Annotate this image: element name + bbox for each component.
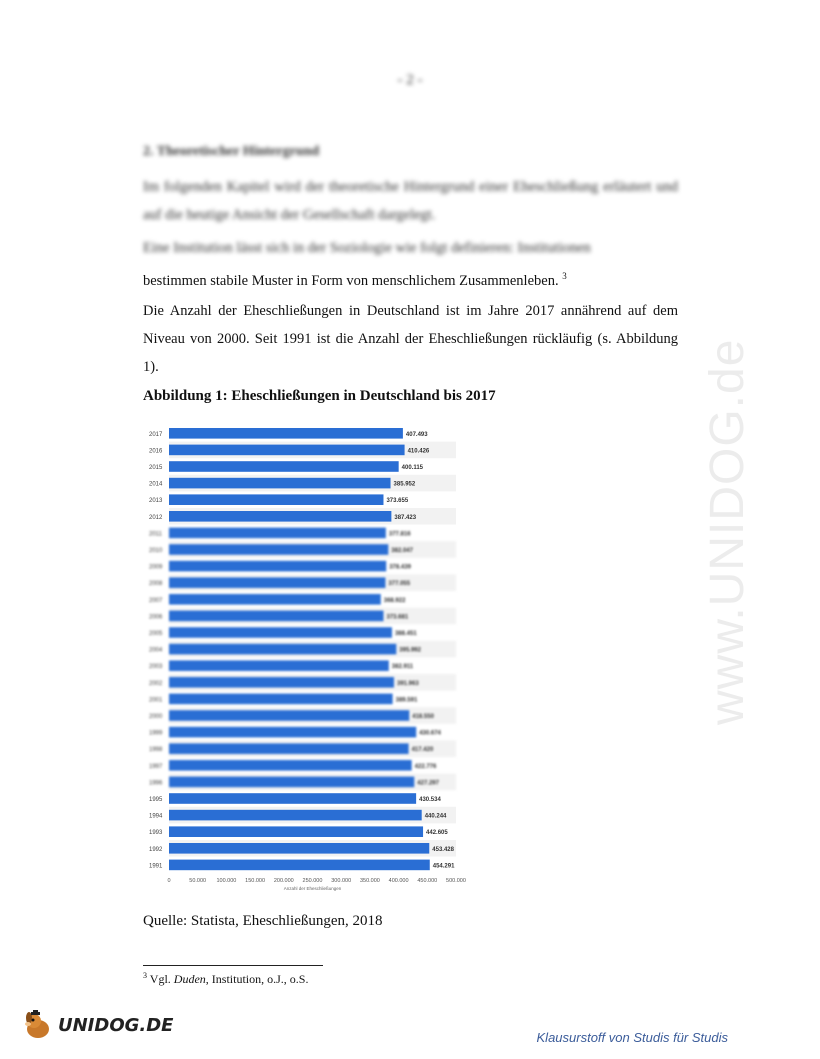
bar-row-2005 bbox=[149, 627, 417, 638]
year-label: 2011 bbox=[149, 531, 162, 538]
value-label-2002: 391.963 bbox=[396, 680, 419, 687]
bar-row-2008 bbox=[149, 574, 456, 591]
year-label: 1999 bbox=[149, 730, 163, 737]
value-label-1994: 440.244 bbox=[424, 813, 447, 820]
footnote-ref: 3 bbox=[562, 271, 567, 281]
bar-2016 bbox=[169, 445, 405, 456]
footnote-number: 3 bbox=[143, 971, 147, 980]
bar-row-1999 bbox=[149, 727, 442, 738]
x-axis-title: Anzahl der Eheschließungen bbox=[283, 886, 342, 892]
value-label-2010: 382.047 bbox=[391, 548, 413, 554]
bar-1997 bbox=[169, 760, 412, 771]
bar-2008 bbox=[169, 577, 385, 588]
x-tick-label: 300.000 bbox=[331, 878, 352, 885]
x-tick-label: 350.000 bbox=[359, 878, 380, 885]
value-label-1996: 427.297 bbox=[417, 780, 439, 787]
x-tick-label: 50.000 bbox=[189, 878, 207, 885]
year-label: 1996 bbox=[149, 780, 163, 787]
footnote-rest: , Institution, o.J., o.S. bbox=[205, 972, 309, 986]
footnote-divider bbox=[143, 965, 323, 966]
logo-text: UNIDOG.DE bbox=[58, 1014, 174, 1036]
year-label: 2007 bbox=[149, 597, 163, 604]
year-label: 2000 bbox=[149, 714, 163, 720]
value-label-1999: 430.674 bbox=[419, 730, 441, 737]
year-label: 1991 bbox=[149, 863, 163, 870]
year-label: 2008 bbox=[149, 581, 163, 588]
year-label: 1993 bbox=[149, 830, 163, 837]
x-tick-label: 500.000 bbox=[446, 878, 466, 885]
bar-row-2011 bbox=[149, 528, 411, 539]
value-label-2011: 377.816 bbox=[388, 531, 411, 538]
bar-2011 bbox=[169, 528, 386, 539]
value-label-2012: 387.423 bbox=[394, 514, 417, 521]
x-tick-label: 150.000 bbox=[245, 878, 266, 885]
bar-2002 bbox=[169, 677, 394, 688]
paragraph-marriages: Die Anzahl der Eheschließungen in Deutschland ist im Jahre 2017 annährend auf dem Niveau von 2000. Seit 1991 ist die Anzahl der Eheschließungen rückläufig (s. Abbildung 1). bbox=[143, 303, 678, 375]
value-label-2009: 378.439 bbox=[389, 564, 411, 571]
footnote-author: Duden bbox=[173, 972, 206, 986]
x-tick-label: 100.000 bbox=[216, 878, 237, 885]
bar-1995 bbox=[169, 793, 416, 804]
bar-2005 bbox=[169, 627, 392, 638]
value-label-2015: 400.115 bbox=[401, 465, 424, 471]
bar-row-1998 bbox=[149, 740, 456, 757]
year-label: 2014 bbox=[149, 481, 163, 488]
bar-row-2006 bbox=[149, 608, 456, 625]
bar-row-2003 bbox=[149, 660, 414, 671]
bar-2007 bbox=[169, 594, 381, 605]
bar-1994 bbox=[169, 810, 422, 821]
dog-icon bbox=[22, 1010, 54, 1040]
year-label: 2009 bbox=[149, 564, 163, 571]
year-label: 2016 bbox=[149, 448, 163, 455]
bar-row-1997 bbox=[149, 760, 437, 771]
x-tick-label: 400.000 bbox=[388, 878, 409, 885]
year-label: 1992 bbox=[149, 846, 163, 853]
figure-caption: Abbildung 1: Eheschließungen in Deutschland bis 2017 bbox=[143, 388, 496, 404]
value-label-1991: 454.291 bbox=[432, 863, 455, 870]
bar-row-2014 bbox=[149, 475, 456, 492]
bar-2015 bbox=[169, 461, 399, 472]
bar-row-2010 bbox=[149, 541, 456, 558]
bar-row-2004 bbox=[149, 641, 456, 658]
value-label-2007: 368.922 bbox=[383, 597, 406, 604]
bar-2017 bbox=[169, 428, 403, 439]
value-label-2006: 373.681 bbox=[386, 614, 409, 621]
year-label: 2017 bbox=[149, 431, 163, 438]
x-tick-label: 200.000 bbox=[273, 878, 294, 885]
unidog-logo bbox=[22, 1010, 173, 1040]
bar-row-2002 bbox=[149, 674, 456, 691]
year-label: 2005 bbox=[149, 631, 163, 637]
section-title: 2. Theoretischer Hintergrund bbox=[143, 144, 320, 159]
bar-2009 bbox=[169, 561, 386, 572]
year-label: 2004 bbox=[149, 647, 163, 654]
bar-2012 bbox=[169, 511, 391, 522]
bar-row-1991 bbox=[149, 860, 455, 871]
paragraph-intro: Im folgenden Kapitel wird der theoretische Hintergrund einer Eheschließung erläutert und auf die heutige Ansicht der Gesellschaft dargelegt. bbox=[143, 179, 678, 223]
bar-1993 bbox=[169, 826, 423, 837]
bar-2003 bbox=[169, 660, 389, 671]
bar-1996 bbox=[169, 777, 414, 788]
watermark: www.UNIDOG.de bbox=[701, 338, 754, 725]
bar-row-2013 bbox=[149, 494, 409, 505]
bar-row-2012 bbox=[149, 508, 456, 525]
year-label: 1995 bbox=[149, 797, 163, 803]
bar-2000 bbox=[169, 710, 409, 721]
year-label: 2013 bbox=[149, 498, 163, 505]
value-label-2016: 410.426 bbox=[407, 448, 430, 455]
bar-row-2016 bbox=[149, 442, 456, 459]
paragraph-institution-blurred: Eine Institution lässt sich in der Soziologie wie folgt definieren: Institutionen bbox=[143, 240, 591, 256]
value-label-2001: 389.591 bbox=[395, 697, 418, 704]
paragraph-institution bbox=[143, 262, 678, 295]
marriage-bar-chart bbox=[142, 420, 466, 902]
x-tick-label: 250.000 bbox=[302, 878, 323, 885]
year-label: 2015 bbox=[149, 465, 163, 471]
year-label: 2003 bbox=[149, 664, 163, 671]
bar-2010 bbox=[169, 544, 388, 555]
value-label-2003: 382.911 bbox=[391, 664, 414, 671]
value-label-2005: 388.451 bbox=[394, 631, 417, 637]
bar-row-2001 bbox=[149, 694, 418, 705]
bar-2013 bbox=[169, 494, 383, 505]
value-label-1995: 430.534 bbox=[419, 797, 441, 803]
bar-1992 bbox=[169, 843, 429, 854]
paragraph-institution-text: bestimmen stabile Muster in Form von menschlichem Zusammenleben. bbox=[143, 272, 559, 289]
year-label: 1997 bbox=[149, 763, 163, 770]
value-label-2008: 377.055 bbox=[388, 581, 411, 588]
bar-row-2009 bbox=[149, 561, 412, 572]
bar-1999 bbox=[169, 727, 416, 738]
page-number: - 2 - bbox=[397, 72, 423, 88]
footnote-prefix: Vgl. bbox=[149, 972, 174, 986]
bar-2014 bbox=[169, 478, 391, 489]
value-label-2004: 395.992 bbox=[399, 647, 422, 654]
year-label: 2002 bbox=[149, 680, 163, 687]
bar-row-2017 bbox=[149, 428, 428, 439]
year-label: 2010 bbox=[149, 548, 163, 554]
year-label: 2006 bbox=[149, 614, 163, 621]
source-line: Quelle: Statista, Eheschließungen, 2018 bbox=[143, 913, 383, 929]
value-label-1992: 453.428 bbox=[432, 846, 454, 853]
bar-row-2000 bbox=[149, 707, 456, 724]
year-label: 2001 bbox=[149, 697, 163, 704]
bar-2004 bbox=[169, 644, 396, 655]
value-label-1998: 417.420 bbox=[411, 747, 434, 754]
year-label: 1998 bbox=[149, 747, 163, 754]
value-label-1993: 442.605 bbox=[426, 830, 448, 837]
bar-row-1994 bbox=[149, 807, 456, 824]
bar-row-2015 bbox=[149, 461, 424, 472]
bar-row-2007 bbox=[149, 594, 406, 605]
value-label-2013: 373.655 bbox=[386, 498, 409, 505]
bar-1998 bbox=[169, 743, 409, 754]
value-label-2014: 385.952 bbox=[393, 481, 416, 488]
slogan: Klausurstoff von Studis für Studis bbox=[536, 1030, 728, 1045]
year-label: 2012 bbox=[149, 514, 163, 521]
bar-2001 bbox=[169, 694, 393, 705]
bar-row-1995 bbox=[149, 793, 441, 804]
bar-1991 bbox=[169, 860, 430, 871]
footnote bbox=[143, 971, 308, 987]
x-tick-label: 0 bbox=[167, 878, 171, 885]
x-tick-label: 450.000 bbox=[417, 878, 438, 885]
year-label: 1994 bbox=[149, 813, 163, 820]
value-label-2000: 418.550 bbox=[412, 714, 434, 720]
bar-row-1992 bbox=[149, 840, 456, 857]
value-label-2017: 407.493 bbox=[405, 431, 428, 438]
bar-row-1993 bbox=[149, 826, 448, 837]
value-label-1997: 422.776 bbox=[414, 763, 437, 770]
bar-row-1996 bbox=[149, 774, 456, 791]
bar-2006 bbox=[169, 611, 383, 622]
